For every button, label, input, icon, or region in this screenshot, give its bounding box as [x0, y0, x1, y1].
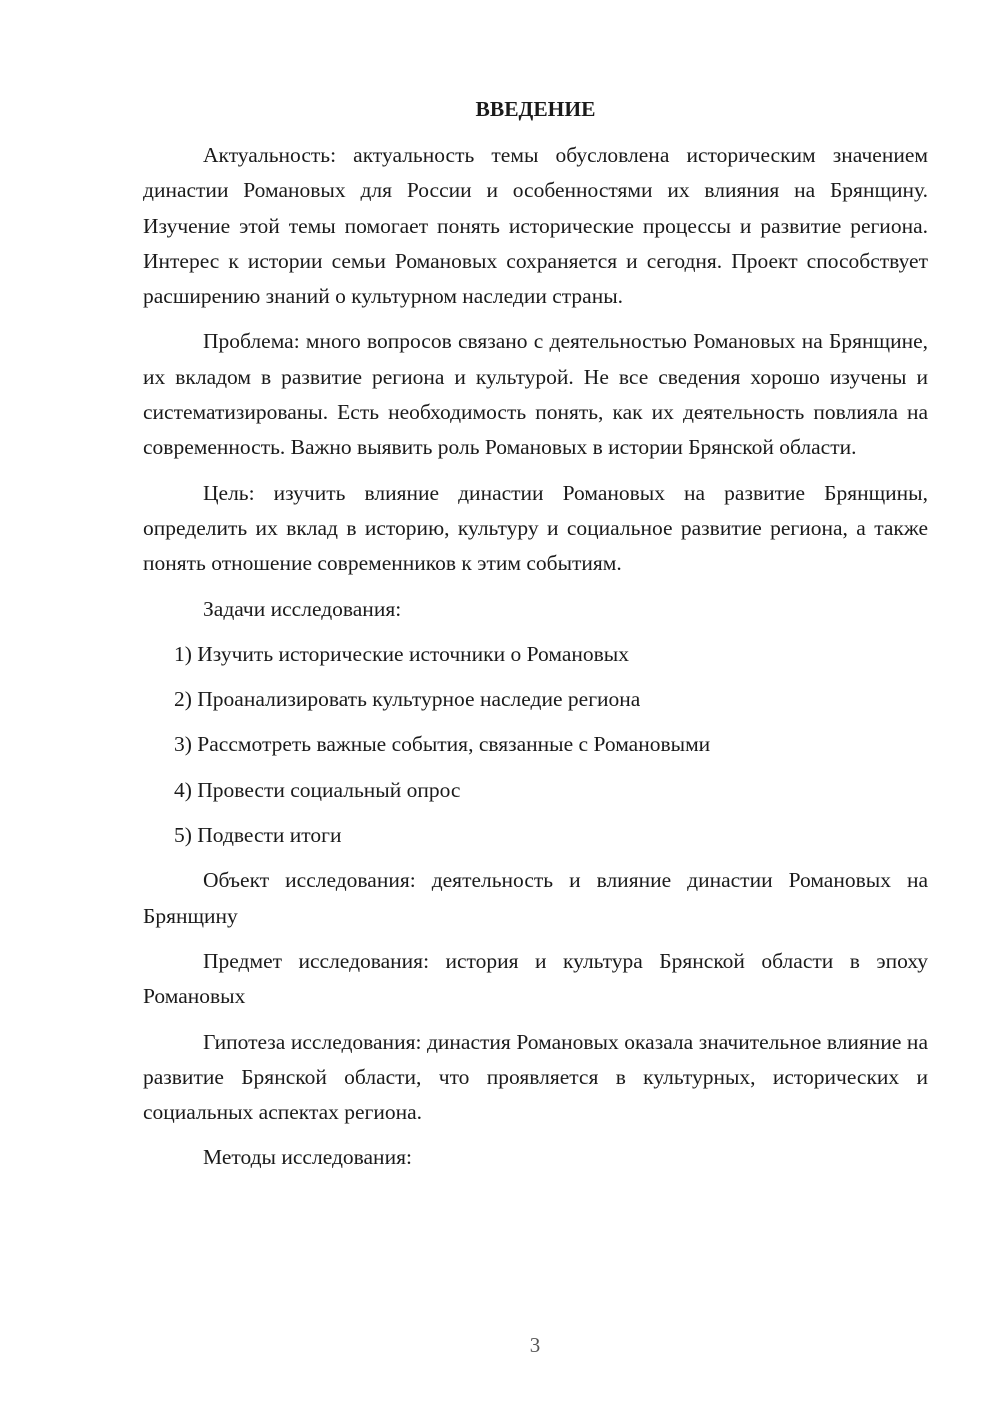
- section-heading: ВВЕДЕНИЕ: [475, 97, 596, 121]
- list-item: 1) Изучить исторические источники о Романовых: [174, 641, 629, 666]
- list-item: 3) Рассмотреть важные события, связанные с Романовыми: [174, 732, 711, 757]
- paragraph-object: Объект исследования: деятельность и влияние династии Романовых на Брянщину: [143, 868, 928, 928]
- paragraph-methods-label: Методы исследования:: [203, 1145, 412, 1170]
- paragraph-relevance: Актуальность: актуальность темы обусловлена историческим значением династии Романовых для России и особенностями их влияния на Брянщину. Изучение этой темы помогает понять исторические процессы и развитие региона. Интерес к истории семьи Романовых сохраняется и сегодня. Проект способствует расширению знаний о культурном наследии страны.: [143, 143, 928, 309]
- list-item: 2) Проанализировать культурное наследие региона: [174, 687, 641, 712]
- document-page: [143, 92, 928, 1186]
- list-item: 4) Провести социальный опрос: [174, 777, 461, 802]
- list-item: 5) Подвести итоги: [174, 823, 342, 848]
- paragraph-tasks-label: Задачи исследования:: [203, 596, 402, 621]
- tasks-list: [143, 637, 928, 853]
- paragraph-problem: Проблема: много вопросов связано с деятельностью Романовых на Брянщине, их вкладом в развитие региона и культурой. Не все сведения хорошо изучены и систематизированы. Есть необходимость понять, как их деятельность повлияла на современность. Важно выявить роль Романовых в истории Брянской области.: [143, 329, 928, 460]
- page-number: 3: [529, 1333, 541, 1357]
- paragraph-hypothesis: Гипотеза исследования: династия Романовых оказала значительное влияние на развитие Брянской области, что проявляется в культурных, исторических и социальных аспектах региона.: [143, 1029, 928, 1125]
- paragraph-subject: Предмет исследования: история и культура Брянской области в эпоху Романовых: [143, 948, 928, 1009]
- paragraph-goal: Цель: изучить влияние династии Романовых на развитие Брянщины, определить их вклад в историю, культуру и социальное развитие региона, а также понять отношение современников к этим событиям.: [143, 480, 928, 576]
